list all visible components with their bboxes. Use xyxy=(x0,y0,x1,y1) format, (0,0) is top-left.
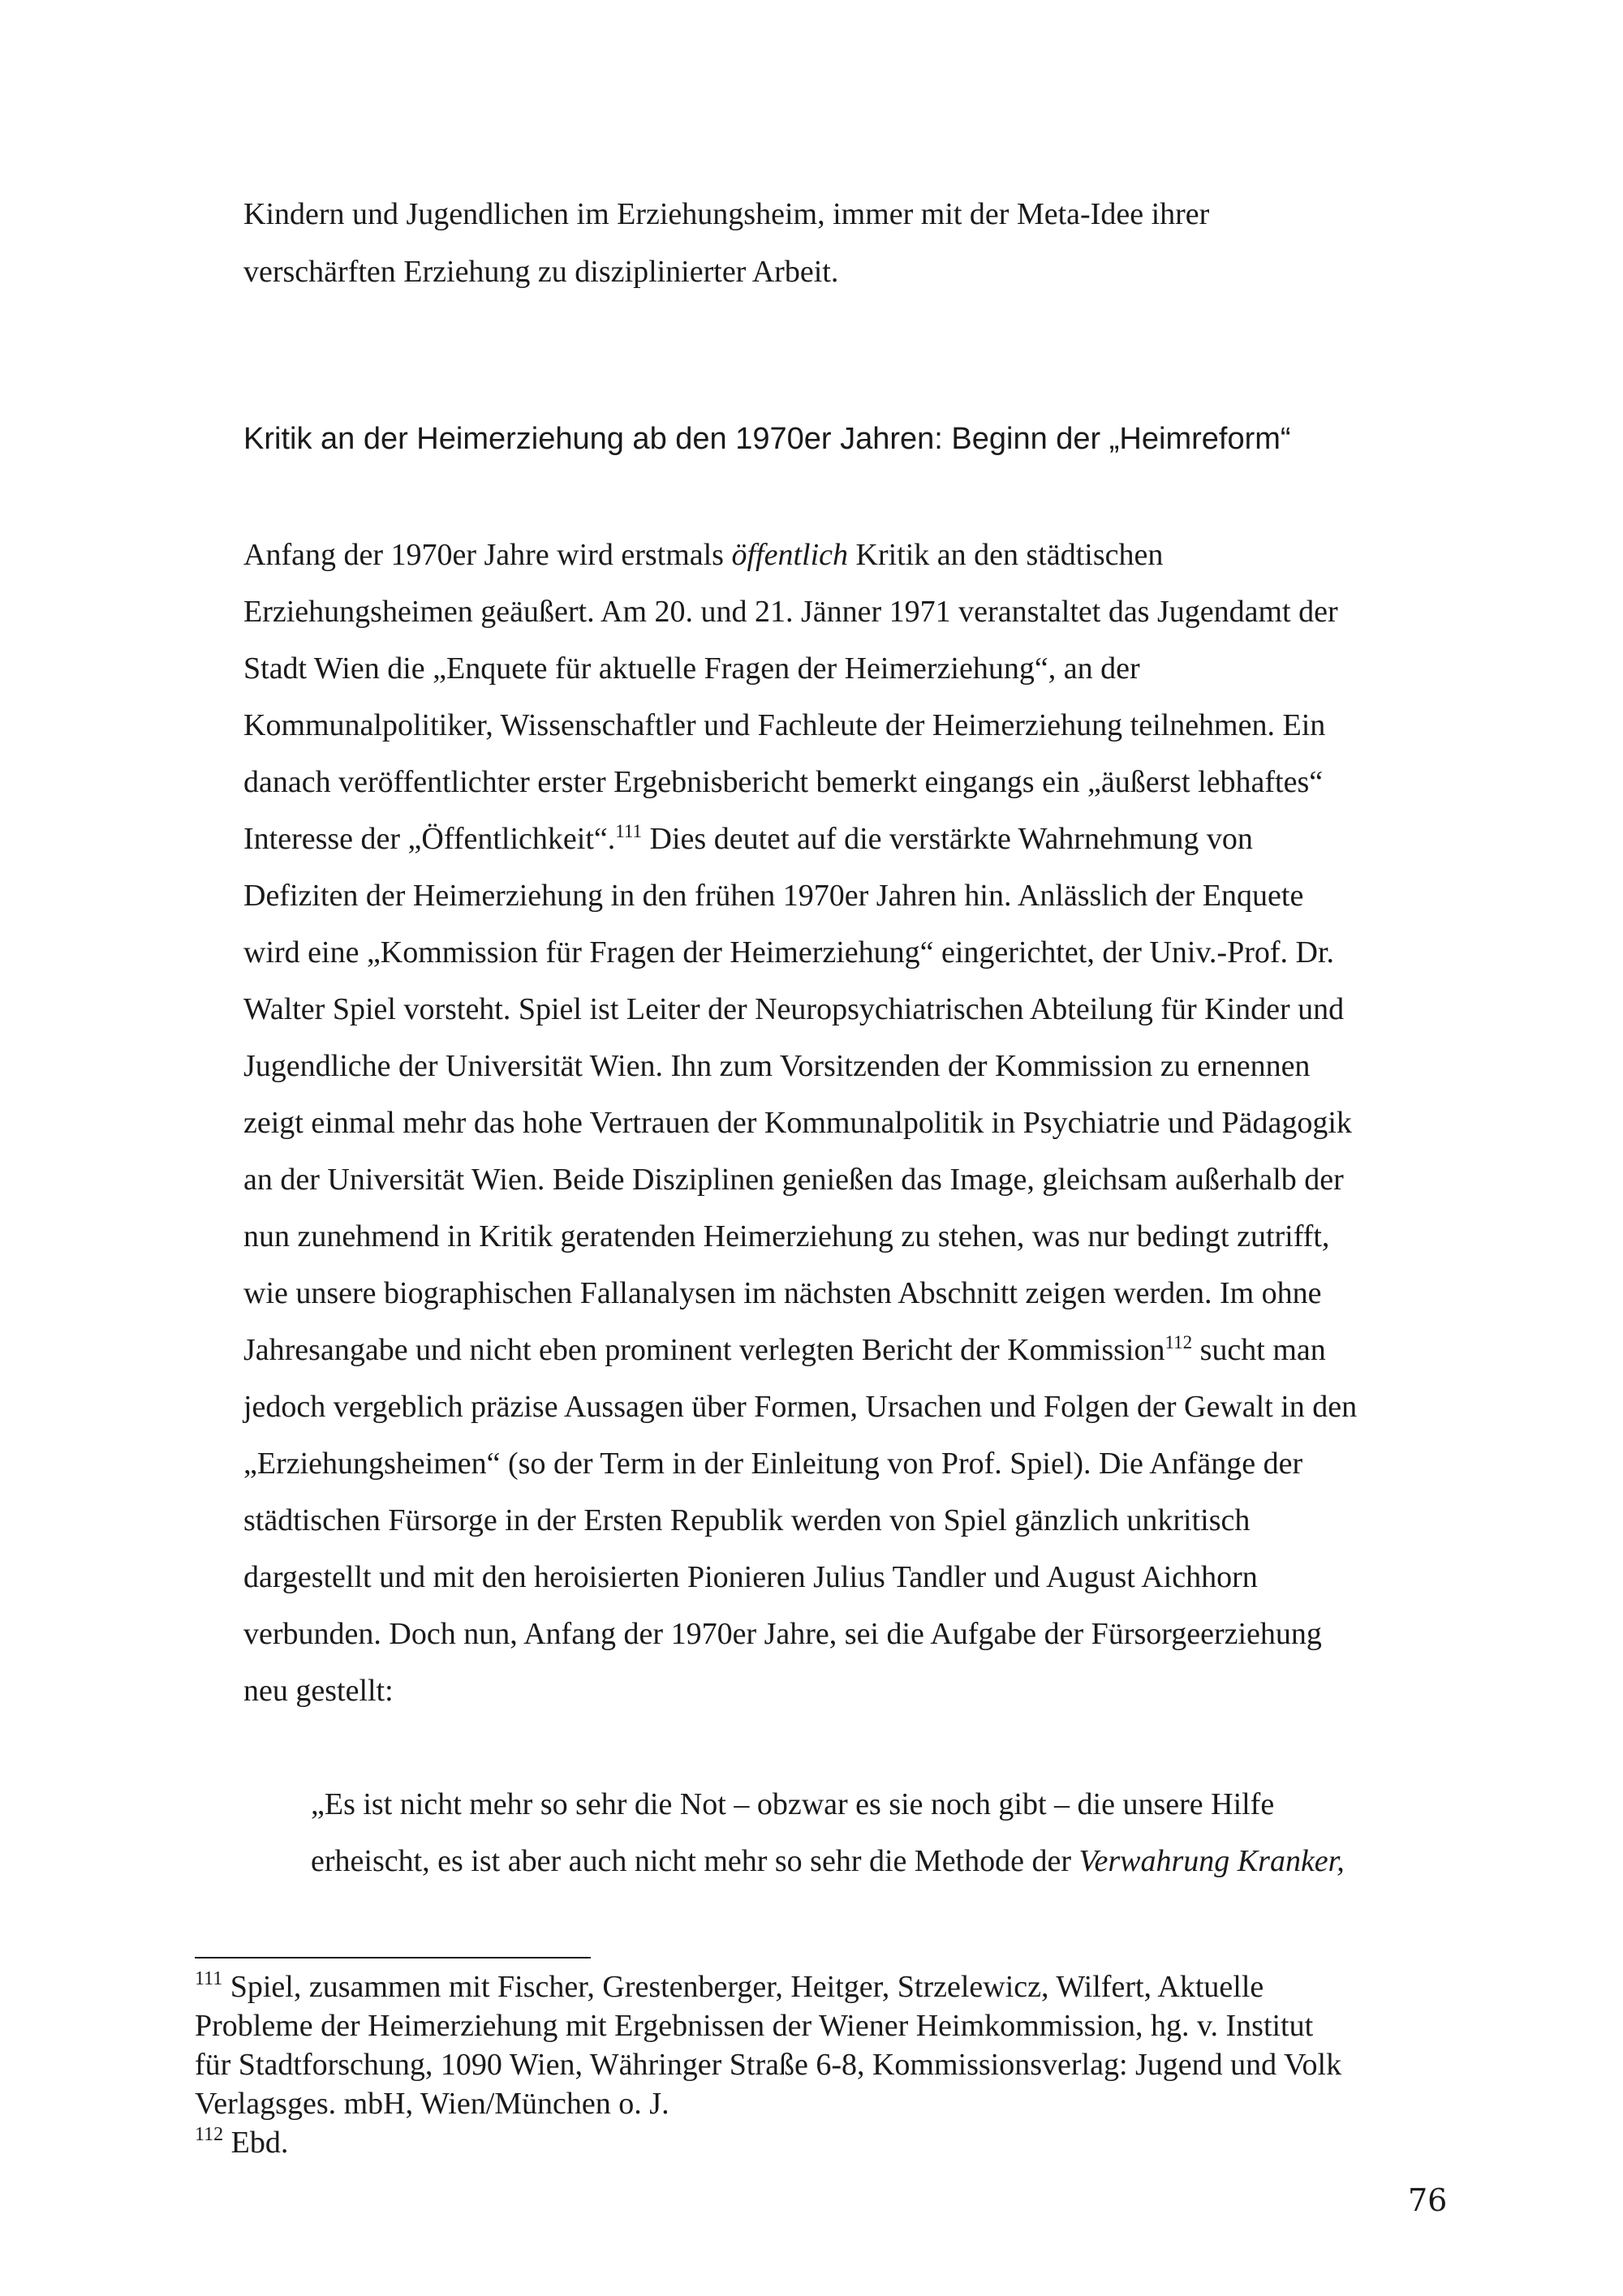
body-line: dargestellt und mit den heroisierten Pionieren Julius Tandler und August Aichhorn xyxy=(243,1560,1258,1594)
body-line: danach veröffentlichter erster Ergebnisbericht bemerkt eingangs ein „äußerst lebhaftes“ xyxy=(243,765,1324,799)
text-run: Kritik an den städtischen xyxy=(848,538,1164,572)
text-run: Interesse der „Öffentlichkeit“. xyxy=(243,822,616,856)
body-line: Walter Spiel vorsteht. Spiel ist Leiter der Neuropsychiatrischen Abteilung für Kinder und xyxy=(243,992,1345,1026)
body-line: „Erziehungsheimen“ (so der Term in der Einleitung von Prof. Spiel). Die Anfänge der xyxy=(243,1447,1303,1481)
body-line: wird eine „Kommission für Fragen der Heimerziehung“ eingerichtet, der Univ.-Prof. Dr. xyxy=(243,935,1335,970)
body-line: verschärften Erziehung zu disziplinierter Arbeit. xyxy=(243,255,839,289)
footnote-separator xyxy=(195,1957,591,1958)
footnote-marker: 112 xyxy=(195,2124,224,2145)
emphasis: öffentlich xyxy=(731,538,848,572)
emphasis: Verwahrung Kranker, xyxy=(1078,1844,1345,1878)
footnote-line: für Stadtforschung, 1090 Wien, Währinger Straße 6-8, Kommissionsverlag: Jugend und Volk xyxy=(195,2048,1342,2082)
body-line: verbunden. Doch nun, Anfang der 1970er Jahre, sei die Aufgabe der Fürsorgeerziehung xyxy=(243,1617,1322,1651)
block-quote-line: „Es ist nicht mehr so sehr die Not – obzwar es sie noch gibt – die unsere Hilfe xyxy=(311,1787,1275,1821)
footnote-marker: 111 xyxy=(195,1968,223,1989)
text-run: sucht man xyxy=(1192,1333,1326,1367)
body-line: wie unsere biographischen Fallanalysen im nächsten Abschnitt zeigen werden. Im ohne xyxy=(243,1276,1322,1310)
body-line: neu gestellt: xyxy=(243,1674,394,1708)
body-line xyxy=(243,1332,1326,1367)
body-line: Kindern und Jugendlichen im Erziehungsheim, immer mit der Meta-Idee ihrer xyxy=(243,197,1210,231)
body-line: an der Universität Wien. Beide Disziplinen genießen das Image, gleichsam außerhalb der xyxy=(243,1163,1344,1197)
body-line: nun zunehmend in Kritik geratenden Heimerziehung zu stehen, was nur bedingt zutrifft, xyxy=(243,1219,1330,1253)
body-line: Defiziten der Heimerziehung in den frühen 1970er Jahren hin. Anlässlich der Enquete xyxy=(243,879,1304,913)
body-line xyxy=(243,823,1253,854)
page-number: 76 xyxy=(1408,2182,1448,2218)
footnote-111 xyxy=(195,1968,1264,2004)
block-quote-line xyxy=(311,1846,1345,1877)
body-line: Jugendliche der Universität Wien. Ihn zum Vorsitzenden der Kommission zu ernennen xyxy=(243,1049,1311,1083)
body-line: zeigt einmal mehr das hohe Vertrauen der Kommunalpolitik in Psychiatrie und Pädagogik xyxy=(243,1106,1352,1140)
footnote-line: Verlagsges. mbH, Wien/München o. J. xyxy=(195,2087,669,2121)
section-heading: Kritik an der Heimerziehung ab den 1970er Jahren: Beginn der „Heimreform“ xyxy=(243,422,1291,456)
body-line: Kommunalpolitiker, Wissenschaftler und Fachleute der Heimerziehung teilnehmen. Ein xyxy=(243,708,1326,742)
body-line: städtischen Fürsorge in der Ersten Republik werden von Spiel gänzlich unkritisch xyxy=(243,1503,1251,1537)
text-run: Dies deutet auf die verstärkte Wahrnehmung von xyxy=(642,822,1253,856)
text-run: Anfang der 1970er Jahre wird erstmals xyxy=(243,538,732,572)
footnote-line: Probleme der Heimerziehung mit Ergebnissen der Wiener Heimkommission, hg. v. Institut xyxy=(195,2009,1314,2043)
text-run: erheischt, es ist aber auch nicht mehr so sehr die Methode der xyxy=(311,1844,1079,1878)
text-run: Jahresangabe und nicht eben prominent verlegten Bericht der Kommission xyxy=(243,1333,1165,1367)
footnote-text: Ebd. xyxy=(223,2126,289,2160)
footnote-text: Spiel, zusammen mit Fischer, Grestenberger, Heitger, Strzelewicz, Wilfert, Aktuelle xyxy=(222,1970,1264,2004)
body-line xyxy=(243,540,1163,570)
body-line: Stadt Wien die „Enquete für aktuelle Fragen der Heimerziehung“, an der xyxy=(243,651,1140,686)
body-line: jedoch vergeblich präzise Aussagen über Formen, Ursachen und Folgen der Gewalt in den xyxy=(243,1390,1358,1424)
footnote-reference: 112 xyxy=(1165,1332,1193,1352)
footnote-112 xyxy=(195,2124,289,2160)
body-line: Erziehungsheimen geäußert. Am 20. und 21. Jänner 1971 veranstaltet das Jugendamt der xyxy=(243,595,1338,629)
footnote-reference: 111 xyxy=(615,821,643,841)
